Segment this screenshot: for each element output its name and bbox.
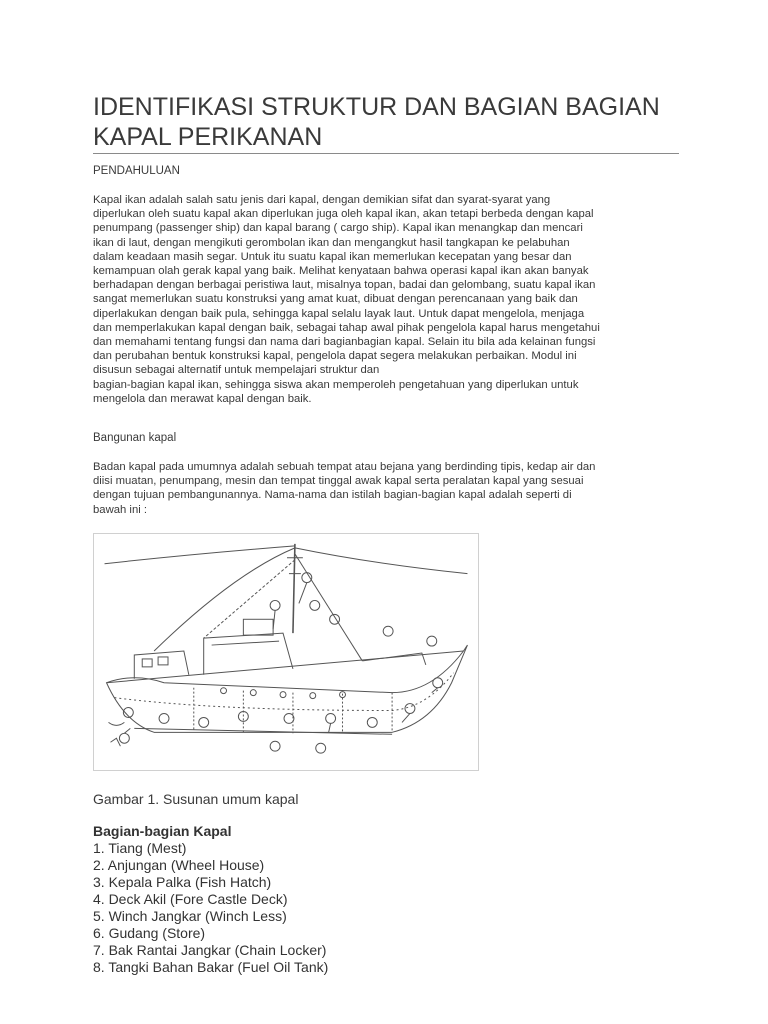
list-item: 7. Bak Rantai Jangkar (Chain Locker): [93, 942, 327, 958]
parts-list: [93, 840, 328, 976]
section-heading: Bangunan kapal: [93, 432, 177, 444]
ship-diagram-figure: [93, 533, 479, 771]
section-paragraph: Badan kapal pada umumnya adalah sebuah tempat atau bejana yang berdinding tipis, kedap air dan diisi muatan, penumpang, mesin dan tempat tinggal awak kapal serta peralatan kapal yang sesuai dengan tujuan pembangunannya. Nama-nama dan istilah bagian-bagian kapal adalah seperti di bawah ini :: [93, 461, 596, 516]
figure-caption: Gambar 1. Susunan umum kapal: [93, 791, 299, 807]
list-item: 4. Deck Akil (Fore Castle Deck): [93, 891, 288, 907]
intro-heading: PENDAHULUAN: [93, 165, 180, 177]
parts-heading: Bagian-bagian Kapal: [93, 823, 232, 839]
list-item: 8. Tangki Bahan Bakar (Fuel Oil Tank): [93, 959, 329, 975]
intro-paragraph: Kapal ikan adalah salah satu jenis dari kapal, dengan demikian sifat dan syarat-syarat yang diperlukan oleh suatu kapal akan diperlukan juga oleh kapal ikan, akan tetapi berbeda dengan kapal penumpang (passenger ship) dan kapal barang ( cargo ship). Kapal ikan menangkap dan mencari ikan di laut, dengan mengikuti gerombolan ikan dan mengangkut hasil tangkapan ke pelabuhan dalam keadaan masih segar. Untuk itu suatu kapal ikan memerlukan kecepatan yang besar dan kemampuan olah gerak kapal yang baik. Melihat kenyataan bahwa operasi kapal ikan akan banyak berhadapan dengan berbagai peristiwa laut, misalnya topan, badai dan gelombang, suatu kapal ikan sangat memerlukan suatu konstruksi yang amat kuat, dibuat dengan perencanaan yang baik dan diperlakukan dengan baik pula, sehingga kapal selalu layak laut. Untuk dapat mengelola, menjaga dan memperlakukan kapal dengan baik, sebagai tahap awal pihak pengelola kapal harus mengetahui dan memahami tentang fungsi dan nama dari bagianbagian kapal. Selain itu bila ada kelainan fungsi dan perubahan bentuk konstruksi kapal, pengelola dapat segera melakukan perbaikan. Modul ini disusun sebagai alternatif untuk mempelajari struktur dan bagian-bagian kapal ikan, sehingga siswa akan memperoleh pengetahuan yang diperlukan untuk mengelola dan merawat kapal dengan baik.: [93, 194, 600, 405]
list-item: 1. Tiang (Mest): [93, 840, 187, 856]
list-item: 2. Anjungan (Wheel House): [93, 857, 265, 873]
list-item: 6. Gudang (Store): [93, 925, 206, 941]
ship-sketch-illustration: [94, 534, 478, 770]
title-divider: [93, 153, 679, 154]
document-title: IDENTIFIKASI STRUKTUR DAN BAGIAN BAGIAN KAPAL PERIKANAN: [93, 93, 660, 151]
list-item: 3. Kepala Palka (Fish Hatch): [93, 874, 272, 890]
list-item: 5. Winch Jangkar (Winch Less): [93, 908, 287, 924]
